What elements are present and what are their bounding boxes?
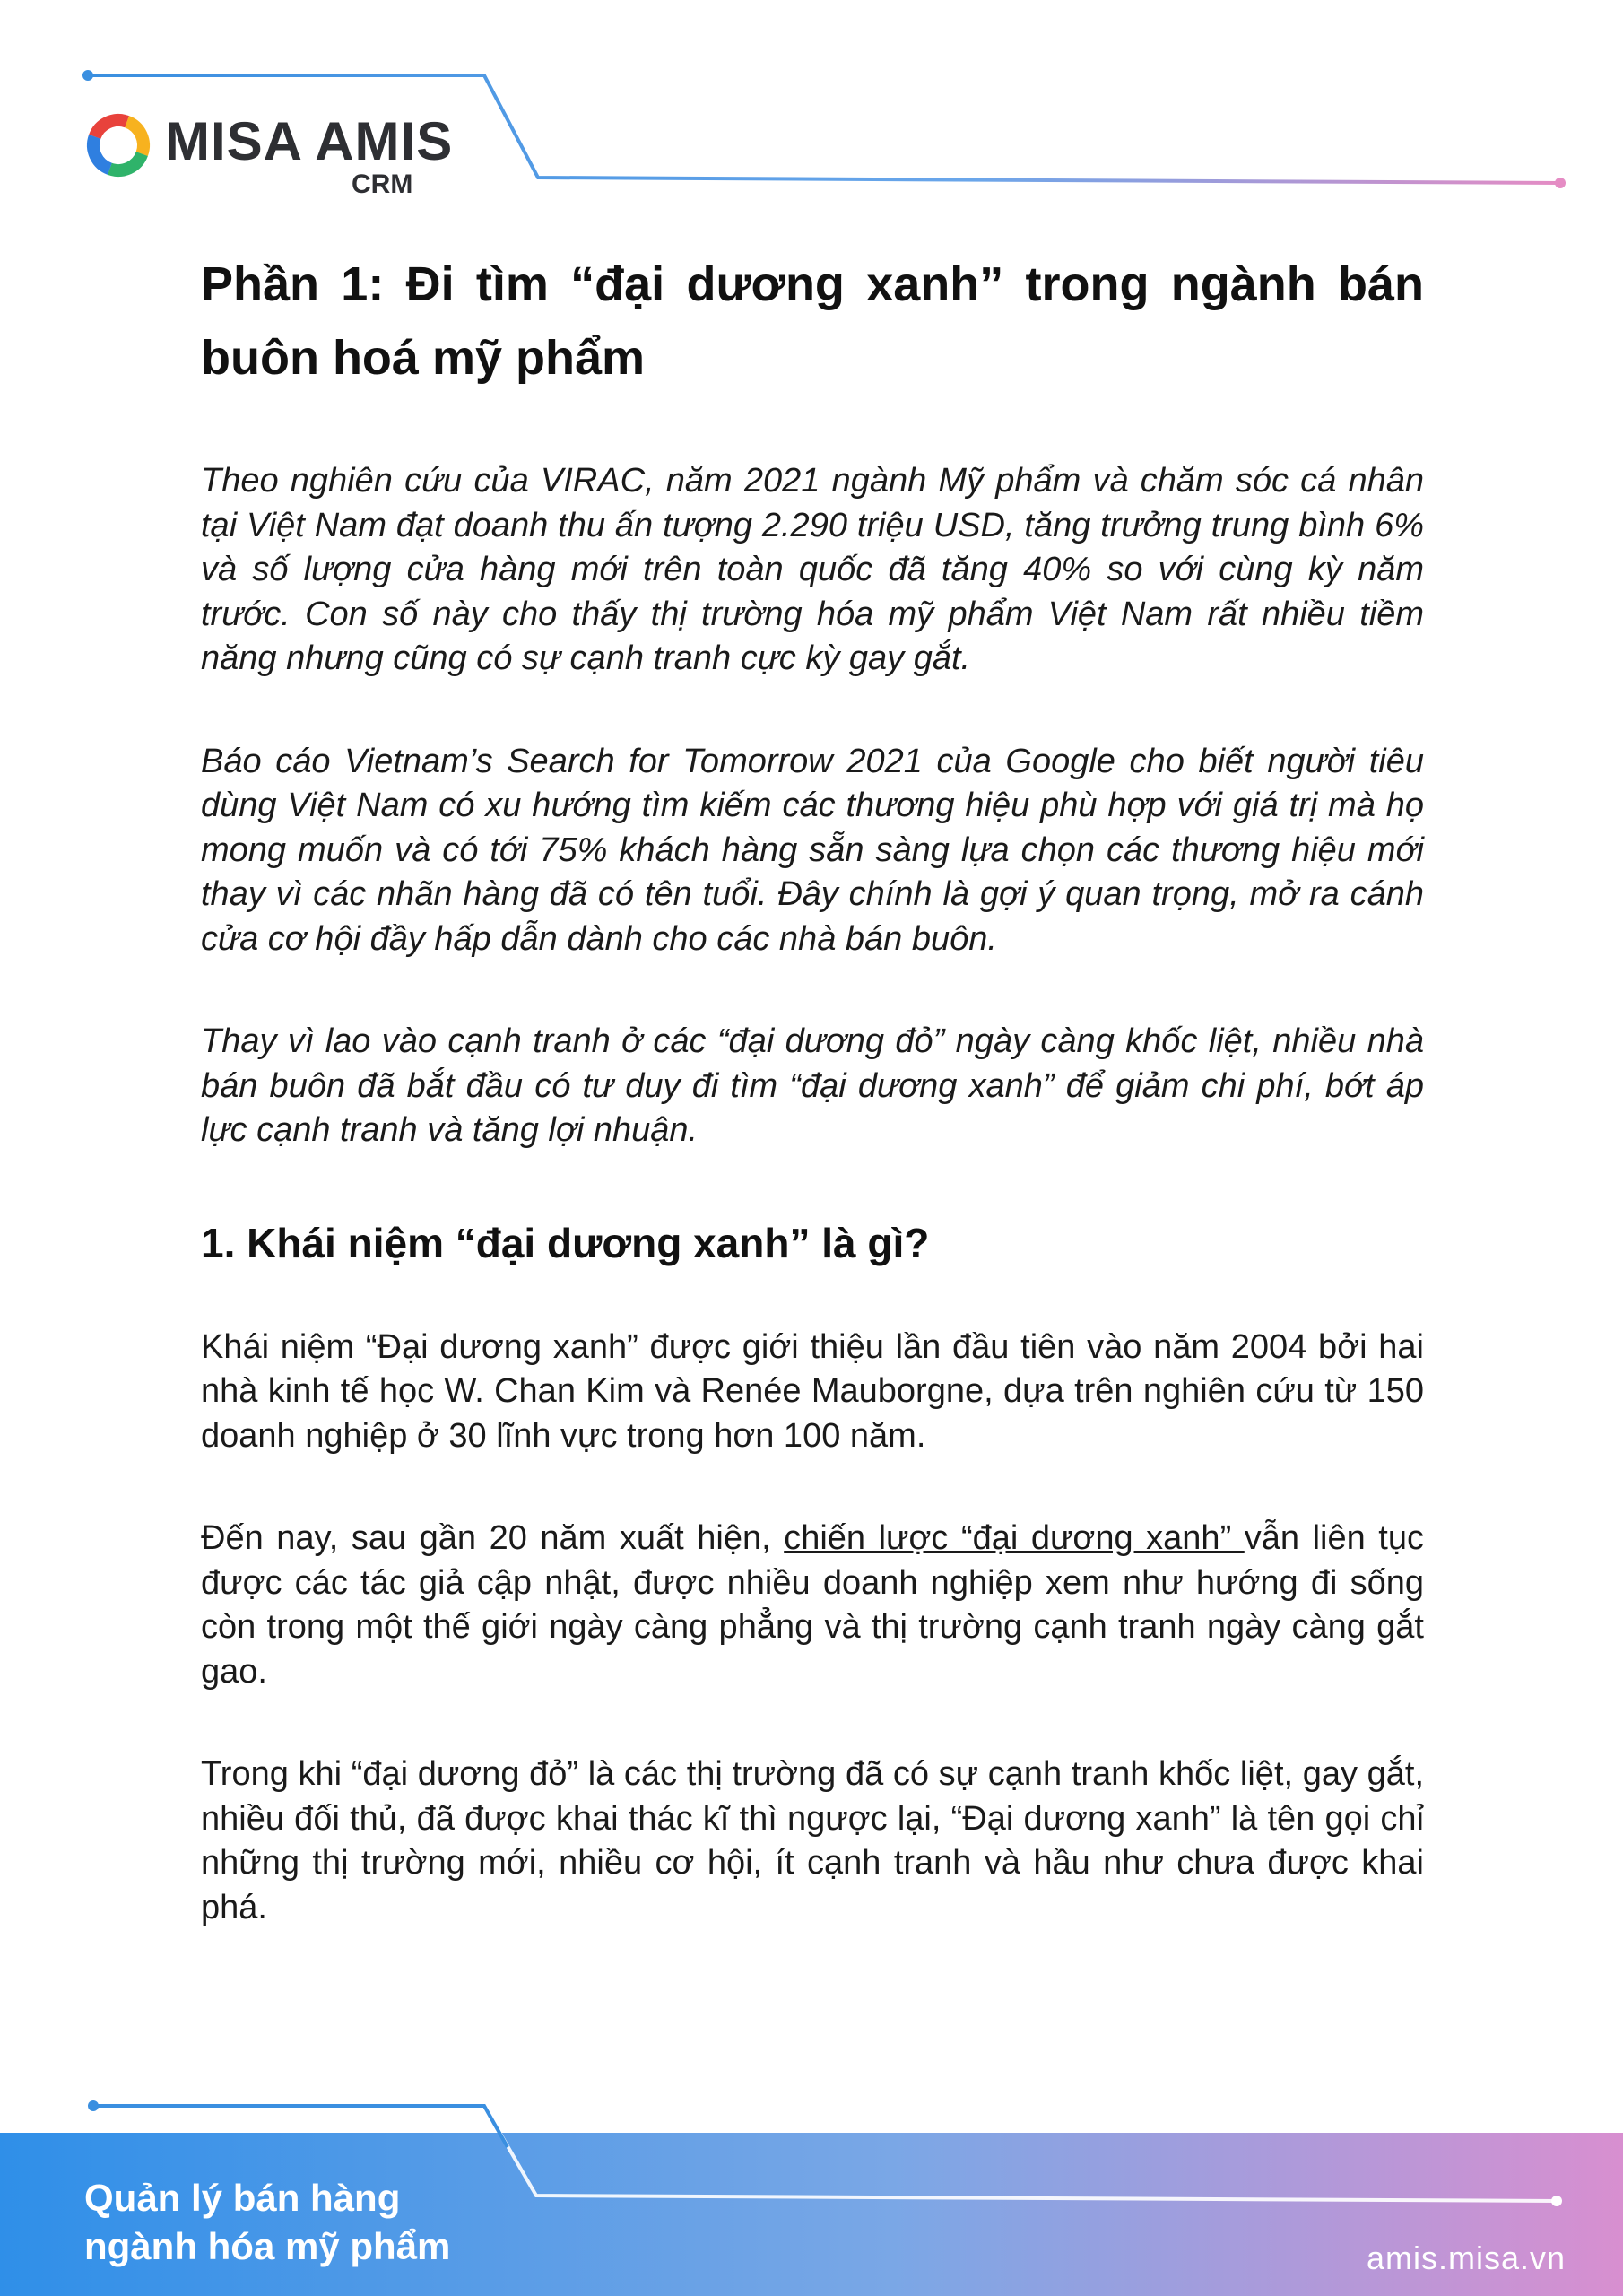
blue-ocean-strategy-link[interactable]: chiến lược “đại dương xanh” xyxy=(784,1519,1245,1557)
footer-website-url[interactable]: amis.misa.vn xyxy=(1366,2239,1566,2276)
intro-paragraph-2: Báo cáo Vietnam’s Search for Tomorrow 2021 của Google cho biết người tiêu dùng Việt Nam có xu hướng tìm kiếm các thương hiệu phù hợp với giá trị mà họ mong muốn và có tới 75% khách hàng sẵn sàng lựa chọn các thương hiệu mới thay vì các nhãn hàng đã có tên tuổi. Đây chính là gợi ý quan trọng, mở ra cánh cửa cơ hội đầy hấp dẫn dành cho các nhà bán buôn. xyxy=(201,742,1424,958)
footer-slogan xyxy=(84,2174,450,2271)
logo-subtitle: CRM xyxy=(352,170,413,199)
misa-ring-logo-icon xyxy=(82,109,154,181)
logo-wordmark: MISA AMIS xyxy=(165,111,454,171)
misa-amis-crm-logo xyxy=(82,106,454,204)
page-title: Phần 1: Đi tìm “đại dương xanh” trong ngành bán buôn hoá mỹ phẩm xyxy=(201,257,1424,385)
document-body xyxy=(201,248,1424,1930)
section1-paragraph-2-lead: Đến nay, sau gần 20 năm xuất hiện, xyxy=(201,1519,785,1557)
intro-paragraph-1: Theo nghiên cứu của VIRAC, năm 2021 ngành Mỹ phẩm và chăm sóc cá nhân tại Việt Nam đạt doanh thu ấn tượng 2.290 triệu USD, tăng trưởng trung bình 6% và số lượng cửa hàng mới trên toàn quốc đã tăng 40% so với cùng kỳ năm trước. Con số này cho thấy thị trường hóa mỹ phẩm Việt Nam rất nhiều tiềm năng nhưng cũng có sự cạnh tranh cực kỳ gay gắt. xyxy=(201,462,1424,677)
section1-paragraph-1: Khái niệm “Đại dương xanh” được giới thiệu lần đầu tiên vào năm 2004 bởi hai nhà kinh tế học W. Chan Kim và Renée Mauborgne, dựa trên nghiên cứu từ 150 doanh nghiệp ở 30 lĩnh vực trong hơn 100 năm. xyxy=(201,1327,1424,1455)
footer-slogan-line-1: Quản lý bán hàng xyxy=(84,2177,401,2219)
section1-paragraph-3: Trong khi “đại dương đỏ” là các thị trường đã có sự cạnh tranh khốc liệt, gay gắt, nhiều đối thủ, đã được khai thác kĩ thì ngược lại, “Đại dương xanh” là tên gọi chỉ những thị trường mới, nhiều cơ hội, ít cạnh tranh và hầu như chưa được khai phá. xyxy=(201,1755,1424,1926)
intro-paragraph-3: Thay vì lao vào cạnh tranh ở các “đại dương đỏ” ngày càng khốc liệt, nhiều nhà bán buôn đã bắt đầu có tư duy đi tìm “đại dương xanh” để giảm chi phí, bớt áp lực cạnh tranh và tăng lợi nhuận. xyxy=(201,1022,1424,1149)
section-heading-1: 1. Khái niệm “đại dương xanh” là gì? xyxy=(201,1219,930,1266)
section1-paragraph-2-rest: vẫn liên tục được các tác giả cập nhật, được nhiều doanh nghiệp xem như hướng đi sống còn trong một thế giới ngày càng phẳng và thị trường cạnh tranh ngày càng gắt gao. xyxy=(201,1519,1424,1691)
footer-banner xyxy=(0,2090,1623,2296)
footer-slogan-line-2: ngành hóa mỹ phẩm xyxy=(84,2225,451,2267)
section1-paragraph-2 xyxy=(201,1517,1424,1694)
